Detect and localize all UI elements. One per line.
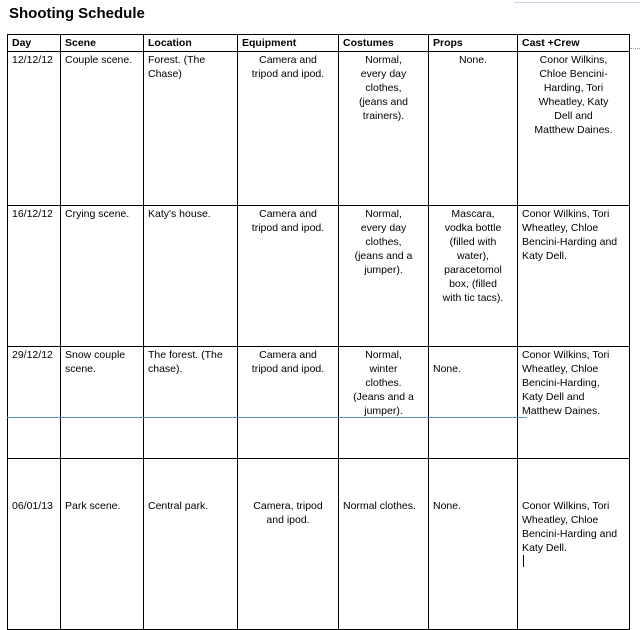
cell-cast[interactable] xyxy=(518,206,630,347)
cell-text: Camera and tripod and ipod. xyxy=(251,208,325,234)
cell-text: 12/12/12 xyxy=(12,54,53,66)
cell-text: None. xyxy=(433,500,462,512)
table-row xyxy=(8,206,630,347)
header-day: Day xyxy=(8,35,61,52)
cell-props[interactable] xyxy=(429,347,518,459)
cell-cast[interactable] xyxy=(518,459,630,630)
cell-cast[interactable] xyxy=(518,52,630,206)
cell-text: Mascara, vodka bottle (filled with water), paracetomol box, (filled with tic tacs). xyxy=(442,208,504,304)
page-margin-dotted-line xyxy=(630,48,640,49)
cell-props[interactable] xyxy=(429,459,518,630)
cell-text: None. xyxy=(458,54,488,66)
cell-scene[interactable] xyxy=(61,206,144,347)
cell-text: Conor Wilkins, Tori Wheatley, Chloe Bencini-Harding and Katy Dell. xyxy=(522,208,618,262)
cell-text: Conor Wilkins, Tori Wheatley, Chloe Bencini-Harding, Katy Dell and Matthew Daines. xyxy=(522,349,610,417)
cell-text: Normal, every day clothes, (jeans and a jumper). xyxy=(354,208,413,276)
cell-location[interactable] xyxy=(144,52,238,206)
cell-costumes[interactable] xyxy=(339,52,429,206)
cell-day[interactable] xyxy=(8,347,61,459)
cell-equipment[interactable] xyxy=(238,459,339,630)
header-costumes: Costumes xyxy=(339,35,429,52)
cell-day[interactable] xyxy=(8,206,61,347)
cell-day[interactable] xyxy=(8,459,61,630)
cell-location[interactable] xyxy=(144,459,238,630)
header-cast-crew: Cast +Crew xyxy=(518,35,630,52)
document-title: Shooting Schedule xyxy=(9,5,145,22)
cell-text: Park scene. xyxy=(65,500,121,512)
cell-text: Conor Wilkins, Chloe Bencini- Harding, Tori Wheatley, Katy Dell and Matthew Daines. xyxy=(534,54,613,136)
cell-text: Forest. (The Chase) xyxy=(148,54,206,80)
page-corner-mark xyxy=(514,0,640,3)
cell-text: The forest. (The chase). xyxy=(148,349,223,375)
cell-text: None. xyxy=(433,363,462,375)
cell-text: Conor Wilkins, Tori Wheatley, Chloe Bencini-Harding and Katy Dell. xyxy=(522,500,618,554)
header-location: Location xyxy=(144,35,238,52)
cell-scene[interactable] xyxy=(61,347,144,459)
cell-costumes[interactable] xyxy=(339,206,429,347)
cell-scene[interactable] xyxy=(61,52,144,206)
cell-text: Couple scene. xyxy=(65,54,133,66)
cell-text: Central park. xyxy=(148,500,209,512)
cell-text: 16/12/12 xyxy=(12,208,53,220)
cell-costumes[interactable] xyxy=(339,347,429,459)
table-row xyxy=(8,347,630,459)
table-drag-guide-line xyxy=(7,417,527,418)
cell-costumes[interactable] xyxy=(339,459,429,630)
cell-equipment[interactable] xyxy=(238,347,339,459)
cell-cast[interactable] xyxy=(518,347,630,459)
cell-equipment[interactable] xyxy=(238,52,339,206)
cell-scene[interactable] xyxy=(61,459,144,630)
header-row xyxy=(8,35,630,52)
shooting-schedule-table xyxy=(7,34,630,630)
header-equipment: Equipment xyxy=(238,35,339,52)
cell-text: Normal, winter clothes. (Jeans and a jumper). xyxy=(353,349,414,417)
cell-location[interactable] xyxy=(144,206,238,347)
cell-text: Camera and tripod and ipod. xyxy=(251,349,325,375)
cell-text: Camera and tripod and ipod. xyxy=(251,54,325,80)
cell-text: 06/01/13 xyxy=(12,500,53,512)
cell-text: Crying scene. xyxy=(65,208,130,220)
cell-text: Normal, every day clothes, (jeans and trainers). xyxy=(358,54,409,122)
cell-text: Camera, tripod and ipod. xyxy=(253,500,323,526)
cell-text: Katy's house. xyxy=(148,208,211,220)
cell-equipment[interactable] xyxy=(238,206,339,347)
table-row xyxy=(8,459,630,630)
cell-location[interactable] xyxy=(144,347,238,459)
table-row xyxy=(8,52,630,206)
cell-text: Snow couple scene. xyxy=(65,349,126,375)
text-cursor xyxy=(523,555,524,567)
cell-text: 29/12/12 xyxy=(12,349,53,361)
cell-props[interactable] xyxy=(429,206,518,347)
cell-day[interactable] xyxy=(8,52,61,206)
cell-props[interactable] xyxy=(429,52,518,206)
header-props: Props xyxy=(429,35,518,52)
cell-text: Normal clothes. xyxy=(343,500,416,512)
header-scene: Scene xyxy=(61,35,144,52)
